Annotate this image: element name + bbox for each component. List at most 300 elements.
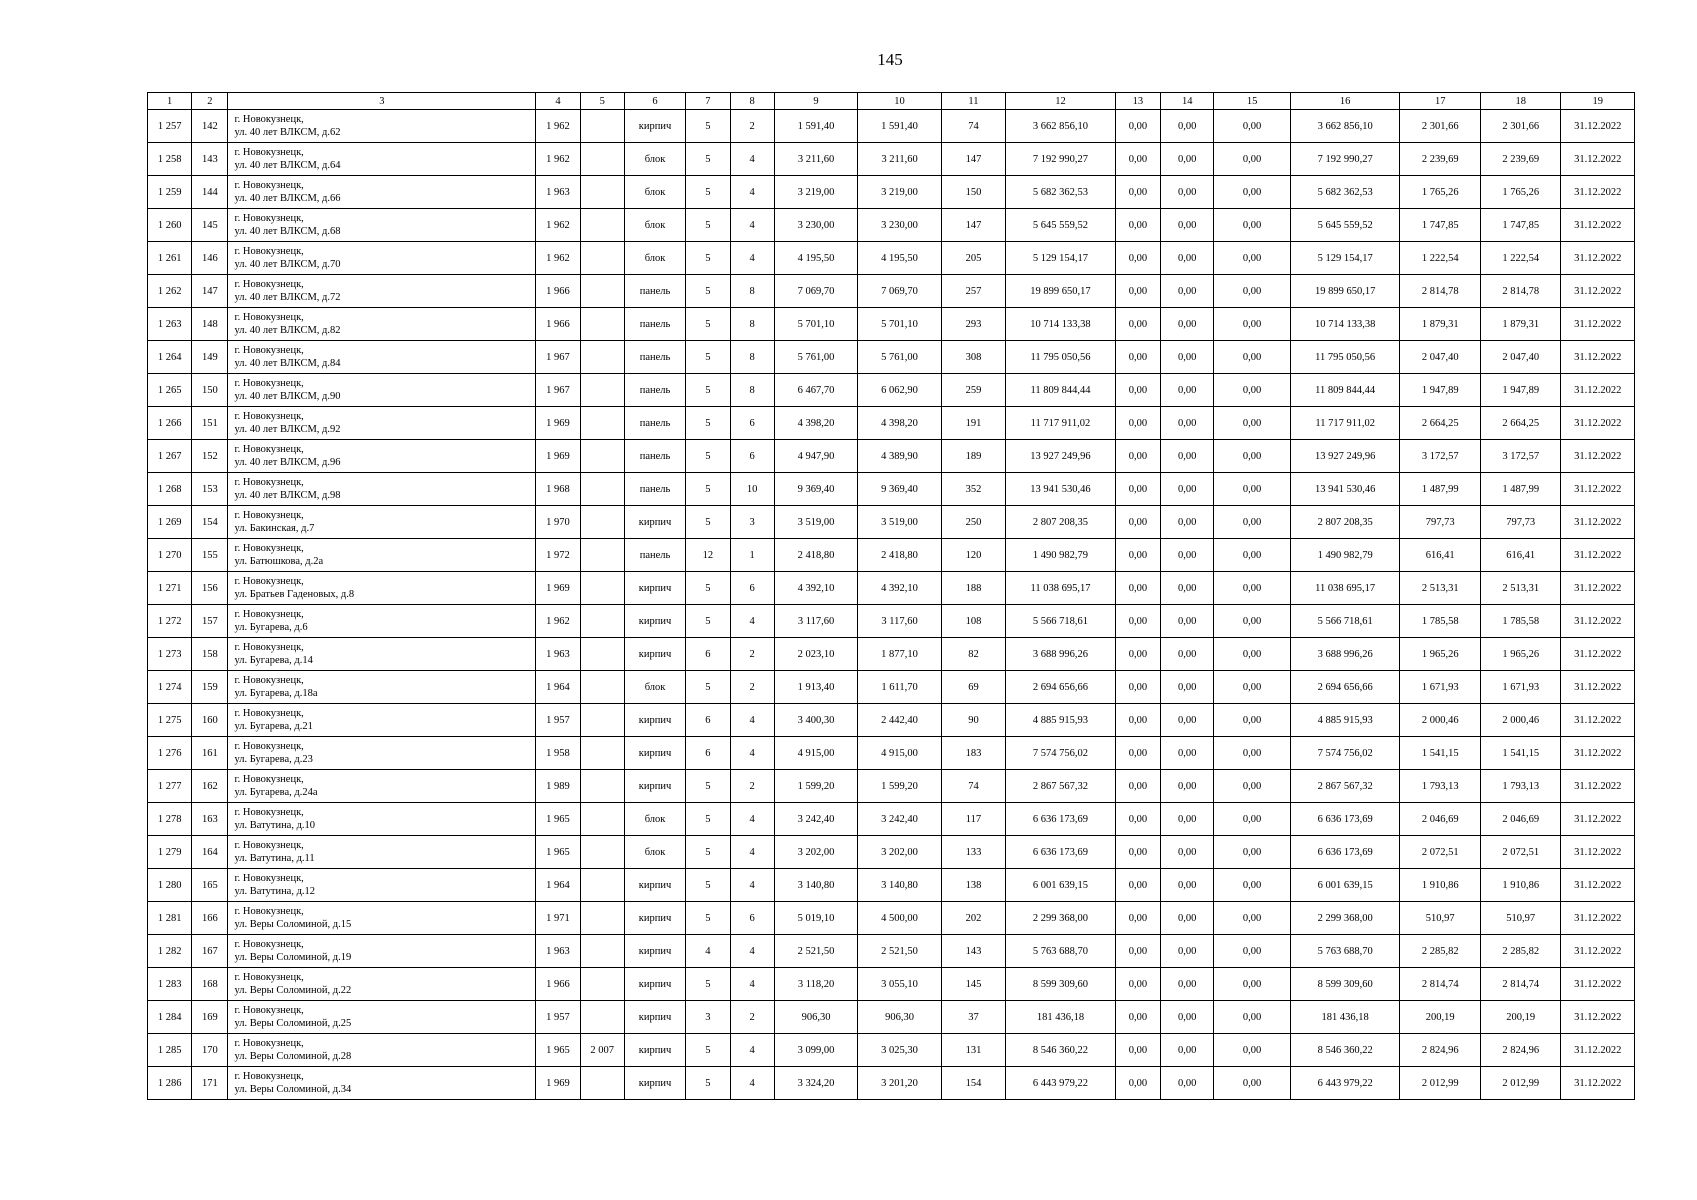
- cell-col-17: 2 012,99: [1400, 1067, 1480, 1100]
- cell-col-4: 1 963: [536, 176, 580, 209]
- cell-col-15: 0,00: [1214, 572, 1290, 605]
- cell-col-4: 1 972: [536, 539, 580, 572]
- cell-col-11: 131: [941, 1034, 1005, 1067]
- cell-col-4: 1 963: [536, 935, 580, 968]
- address-street: ул. Братьев Гаденовых, д.8: [234, 589, 355, 600]
- cell-col-2: 155: [192, 539, 228, 572]
- table-row: [148, 209, 1635, 242]
- cell-address: [228, 1001, 536, 1034]
- cell-col-14: 0,00: [1161, 374, 1214, 407]
- cell-col-10: 1 599,20: [858, 770, 942, 803]
- cell-col-18: 2 824,96: [1480, 1034, 1560, 1067]
- cell-col-2: 157: [192, 605, 228, 638]
- column-header-6: 6: [624, 93, 685, 110]
- cell-col-11: 117: [941, 803, 1005, 836]
- cell-col-19: 31.12.2022: [1561, 374, 1635, 407]
- cell-col-18: 1 747,85: [1480, 209, 1560, 242]
- cell-col-12: 11 795 050,56: [1006, 341, 1116, 374]
- cell-col-14: 0,00: [1161, 407, 1214, 440]
- cell-col-1: 1 284: [148, 1001, 192, 1034]
- cell-col-11: 74: [941, 110, 1005, 143]
- address-city: г. Новокузнецк,: [234, 444, 304, 455]
- cell-col-12: 13 941 530,46: [1006, 473, 1116, 506]
- address-street: ул. 40 лет ВЛКСМ, д.62: [234, 127, 341, 138]
- cell-col-17: 1 747,85: [1400, 209, 1480, 242]
- cell-col-7: 5: [686, 242, 730, 275]
- cell-col-2: 160: [192, 704, 228, 737]
- cell-address: [228, 737, 536, 770]
- cell-col-15: 0,00: [1214, 836, 1290, 869]
- cell-col-15: 0,00: [1214, 176, 1290, 209]
- column-header-5: 5: [580, 93, 624, 110]
- cell-col-19: 31.12.2022: [1561, 209, 1635, 242]
- cell-col-6: панель: [624, 539, 685, 572]
- column-header-14: 14: [1161, 93, 1214, 110]
- cell-col-12: 5 645 559,52: [1006, 209, 1116, 242]
- cell-address: [228, 143, 536, 176]
- cell-col-7: 5: [686, 770, 730, 803]
- cell-col-16: 8 599 309,60: [1290, 968, 1400, 1001]
- cell-col-15: 0,00: [1214, 605, 1290, 638]
- cell-col-17: 1 910,86: [1400, 869, 1480, 902]
- address-city: г. Новокузнецк,: [234, 180, 304, 191]
- column-header-9: 9: [774, 93, 858, 110]
- cell-col-9: 906,30: [774, 1001, 858, 1034]
- cell-col-1: 1 286: [148, 1067, 192, 1100]
- cell-col-1: 1 275: [148, 704, 192, 737]
- cell-col-14: 0,00: [1161, 704, 1214, 737]
- address-city: г. Новокузнецк,: [234, 741, 304, 752]
- column-header-1: 1: [148, 93, 192, 110]
- cell-col-7: 5: [686, 803, 730, 836]
- cell-col-16: 7 192 990,27: [1290, 143, 1400, 176]
- table-row: [148, 869, 1635, 902]
- cell-address: [228, 407, 536, 440]
- cell-col-15: 0,00: [1214, 110, 1290, 143]
- cell-col-2: 170: [192, 1034, 228, 1067]
- address-city: г. Новокузнецк,: [234, 1038, 304, 1049]
- cell-col-18: 2 664,25: [1480, 407, 1560, 440]
- cell-col-14: 0,00: [1161, 440, 1214, 473]
- cell-address: [228, 902, 536, 935]
- cell-col-5: [580, 1067, 624, 1100]
- cell-col-8: 4: [730, 935, 774, 968]
- cell-col-13: 0,00: [1115, 473, 1160, 506]
- cell-col-8: 4: [730, 869, 774, 902]
- cell-col-16: 2 867 567,32: [1290, 770, 1400, 803]
- cell-address: [228, 242, 536, 275]
- cell-col-16: 6 001 639,15: [1290, 869, 1400, 902]
- cell-col-6: кирпич: [624, 968, 685, 1001]
- cell-col-1: 1 257: [148, 110, 192, 143]
- cell-col-2: 143: [192, 143, 228, 176]
- cell-col-9: 7 069,70: [774, 275, 858, 308]
- cell-col-14: 0,00: [1161, 836, 1214, 869]
- cell-col-15: 0,00: [1214, 341, 1290, 374]
- column-header-11: 11: [941, 93, 1005, 110]
- cell-col-4: 1 966: [536, 968, 580, 1001]
- cell-col-19: 31.12.2022: [1561, 572, 1635, 605]
- cell-col-14: 0,00: [1161, 242, 1214, 275]
- address-city: г. Новокузнецк,: [234, 411, 304, 422]
- cell-col-10: 3 117,60: [858, 605, 942, 638]
- cell-col-9: 6 467,70: [774, 374, 858, 407]
- address-street: ул. Бугарева, д.14: [234, 655, 313, 666]
- cell-col-18: 510,97: [1480, 902, 1560, 935]
- cell-col-2: 168: [192, 968, 228, 1001]
- address-street: ул. Бугарева, д.24а: [234, 787, 318, 798]
- cell-col-9: 3 219,00: [774, 176, 858, 209]
- cell-col-13: 0,00: [1115, 176, 1160, 209]
- cell-col-14: 0,00: [1161, 968, 1214, 1001]
- cell-col-6: панель: [624, 407, 685, 440]
- cell-address: [228, 209, 536, 242]
- cell-col-15: 0,00: [1214, 968, 1290, 1001]
- cell-col-1: 1 262: [148, 275, 192, 308]
- cell-col-5: [580, 143, 624, 176]
- cell-col-13: 0,00: [1115, 110, 1160, 143]
- cell-col-10: 4 389,90: [858, 440, 942, 473]
- table-row: [148, 671, 1635, 704]
- cell-col-13: 0,00: [1115, 275, 1160, 308]
- cell-col-19: 31.12.2022: [1561, 1001, 1635, 1034]
- cell-col-1: 1 276: [148, 737, 192, 770]
- cell-col-6: кирпич: [624, 605, 685, 638]
- cell-col-9: 4 915,00: [774, 737, 858, 770]
- cell-col-15: 0,00: [1214, 638, 1290, 671]
- cell-col-7: 5: [686, 440, 730, 473]
- cell-col-7: 5: [686, 308, 730, 341]
- table-row: [148, 539, 1635, 572]
- cell-col-15: 0,00: [1214, 770, 1290, 803]
- cell-col-8: 2: [730, 1001, 774, 1034]
- cell-col-9: 1 599,20: [774, 770, 858, 803]
- cell-col-11: 205: [941, 242, 1005, 275]
- address-street: ул. Бугарева, д.21: [234, 721, 313, 732]
- cell-col-12: 11 809 844,44: [1006, 374, 1116, 407]
- cell-col-1: 1 285: [148, 1034, 192, 1067]
- cell-col-8: 6: [730, 902, 774, 935]
- cell-col-17: 1 785,58: [1400, 605, 1480, 638]
- cell-address: [228, 110, 536, 143]
- address-street: ул. 40 лет ВЛКСМ, д.70: [234, 259, 341, 270]
- cell-col-16: 3 688 996,26: [1290, 638, 1400, 671]
- cell-col-4: 1 969: [536, 572, 580, 605]
- cell-col-7: 6: [686, 638, 730, 671]
- cell-col-8: 6: [730, 440, 774, 473]
- cell-col-16: 5 645 559,52: [1290, 209, 1400, 242]
- cell-col-11: 257: [941, 275, 1005, 308]
- cell-col-4: 1 958: [536, 737, 580, 770]
- cell-col-16: 11 038 695,17: [1290, 572, 1400, 605]
- cell-col-19: 31.12.2022: [1561, 704, 1635, 737]
- cell-col-5: [580, 407, 624, 440]
- cell-col-16: 19 899 650,17: [1290, 275, 1400, 308]
- cell-col-11: 82: [941, 638, 1005, 671]
- cell-col-18: 616,41: [1480, 539, 1560, 572]
- cell-col-5: [580, 539, 624, 572]
- table-body: [148, 110, 1635, 1100]
- cell-col-15: 0,00: [1214, 902, 1290, 935]
- cell-col-8: 4: [730, 242, 774, 275]
- cell-col-17: 2 047,40: [1400, 341, 1480, 374]
- cell-col-11: 250: [941, 506, 1005, 539]
- cell-col-17: 1 541,15: [1400, 737, 1480, 770]
- cell-col-15: 0,00: [1214, 935, 1290, 968]
- cell-col-10: 4 392,10: [858, 572, 942, 605]
- cell-col-17: 2 664,25: [1400, 407, 1480, 440]
- cell-col-18: 3 172,57: [1480, 440, 1560, 473]
- cell-col-7: 5: [686, 1067, 730, 1100]
- address-city: г. Новокузнецк,: [234, 708, 304, 719]
- cell-col-19: 31.12.2022: [1561, 341, 1635, 374]
- cell-col-16: 5 682 362,53: [1290, 176, 1400, 209]
- cell-address: [228, 440, 536, 473]
- cell-col-10: 3 230,00: [858, 209, 942, 242]
- cell-col-13: 0,00: [1115, 440, 1160, 473]
- cell-col-6: панель: [624, 341, 685, 374]
- cell-col-19: 31.12.2022: [1561, 473, 1635, 506]
- cell-col-9: 2 521,50: [774, 935, 858, 968]
- cell-col-2: 149: [192, 341, 228, 374]
- cell-col-18: 1 765,26: [1480, 176, 1560, 209]
- cell-col-17: 2 814,74: [1400, 968, 1480, 1001]
- cell-col-1: 1 280: [148, 869, 192, 902]
- address-city: г. Новокузнецк,: [234, 609, 304, 620]
- cell-address: [228, 836, 536, 869]
- cell-col-16: 4 885 915,93: [1290, 704, 1400, 737]
- cell-col-17: 2 072,51: [1400, 836, 1480, 869]
- cell-col-17: 1 793,13: [1400, 770, 1480, 803]
- cell-col-16: 11 795 050,56: [1290, 341, 1400, 374]
- cell-col-13: 0,00: [1115, 836, 1160, 869]
- cell-col-2: 163: [192, 803, 228, 836]
- cell-col-2: 148: [192, 308, 228, 341]
- address-street: ул. 40 лет ВЛКСМ, д.84: [234, 358, 341, 369]
- cell-col-18: 2 012,99: [1480, 1067, 1560, 1100]
- cell-col-14: 0,00: [1161, 1067, 1214, 1100]
- cell-col-10: 3 202,00: [858, 836, 942, 869]
- cell-col-12: 3 688 996,26: [1006, 638, 1116, 671]
- cell-col-16: 2 299 368,00: [1290, 902, 1400, 935]
- cell-col-1: 1 270: [148, 539, 192, 572]
- address-street: ул. 40 лет ВЛКСМ, д.82: [234, 325, 341, 336]
- address-street: ул. Бугарева, д.18а: [234, 688, 318, 699]
- table-row: [148, 506, 1635, 539]
- cell-col-4: 1 967: [536, 341, 580, 374]
- cell-col-12: 6 636 173,69: [1006, 836, 1116, 869]
- cell-col-12: 5 682 362,53: [1006, 176, 1116, 209]
- cell-col-4: 1 965: [536, 803, 580, 836]
- cell-col-8: 3: [730, 506, 774, 539]
- cell-col-16: 7 574 756,02: [1290, 737, 1400, 770]
- cell-col-12: 2 807 208,35: [1006, 506, 1116, 539]
- cell-col-14: 0,00: [1161, 473, 1214, 506]
- cell-col-9: 9 369,40: [774, 473, 858, 506]
- cell-col-5: [580, 638, 624, 671]
- table-row: [148, 737, 1635, 770]
- address-city: г. Новокузнецк,: [234, 972, 304, 983]
- cell-col-7: 5: [686, 671, 730, 704]
- cell-col-19: 31.12.2022: [1561, 1067, 1635, 1100]
- address-street: ул. Веры Соломиной, д.22: [234, 985, 352, 996]
- cell-col-9: 3 099,00: [774, 1034, 858, 1067]
- cell-col-10: 4 195,50: [858, 242, 942, 275]
- address-city: г. Новокузнецк,: [234, 477, 304, 488]
- cell-col-5: [580, 605, 624, 638]
- cell-col-19: 31.12.2022: [1561, 770, 1635, 803]
- cell-col-18: 2 513,31: [1480, 572, 1560, 605]
- cell-col-5: [580, 869, 624, 902]
- cell-col-15: 0,00: [1214, 440, 1290, 473]
- address-street: ул. 40 лет ВЛКСМ, д.90: [234, 391, 341, 402]
- cell-col-1: 1 261: [148, 242, 192, 275]
- address-street: ул. 40 лет ВЛКСМ, д.72: [234, 292, 341, 303]
- cell-col-9: 3 140,80: [774, 869, 858, 902]
- table-row: [148, 935, 1635, 968]
- cell-col-12: 3 662 856,10: [1006, 110, 1116, 143]
- address-city: г. Новокузнецк,: [234, 1071, 304, 1082]
- table-row: [148, 407, 1635, 440]
- cell-col-12: 181 436,18: [1006, 1001, 1116, 1034]
- cell-col-17: 2 000,46: [1400, 704, 1480, 737]
- address-street: ул. 40 лет ВЛКСМ, д.66: [234, 193, 341, 204]
- cell-col-7: 5: [686, 572, 730, 605]
- cell-col-5: [580, 572, 624, 605]
- cell-col-14: 0,00: [1161, 341, 1214, 374]
- cell-col-1: 1 265: [148, 374, 192, 407]
- cell-col-13: 0,00: [1115, 770, 1160, 803]
- cell-col-2: 164: [192, 836, 228, 869]
- cell-col-8: 2: [730, 110, 774, 143]
- cell-col-17: 2 301,66: [1400, 110, 1480, 143]
- cell-col-11: 154: [941, 1067, 1005, 1100]
- cell-col-17: 200,19: [1400, 1001, 1480, 1034]
- cell-col-18: 1 541,15: [1480, 737, 1560, 770]
- cell-col-18: 1 487,99: [1480, 473, 1560, 506]
- cell-col-13: 0,00: [1115, 242, 1160, 275]
- cell-col-2: 151: [192, 407, 228, 440]
- cell-col-12: 19 899 650,17: [1006, 275, 1116, 308]
- cell-col-8: 8: [730, 341, 774, 374]
- cell-col-12: 10 714 133,38: [1006, 308, 1116, 341]
- cell-col-6: панель: [624, 440, 685, 473]
- cell-col-7: 5: [686, 605, 730, 638]
- cell-col-14: 0,00: [1161, 671, 1214, 704]
- cell-col-10: 4 500,00: [858, 902, 942, 935]
- address-street: ул. Ватутина, д.10: [234, 820, 316, 831]
- cell-col-11: 37: [941, 1001, 1005, 1034]
- cell-col-18: 1 222,54: [1480, 242, 1560, 275]
- cell-col-6: кирпич: [624, 506, 685, 539]
- cell-col-9: 3 242,40: [774, 803, 858, 836]
- cell-col-8: 4: [730, 968, 774, 1001]
- address-city: г. Новокузнецк,: [234, 378, 304, 389]
- cell-col-4: 1 962: [536, 209, 580, 242]
- cell-col-17: 3 172,57: [1400, 440, 1480, 473]
- cell-col-9: 3 118,20: [774, 968, 858, 1001]
- cell-col-2: 158: [192, 638, 228, 671]
- address-city: г. Новокузнецк,: [234, 114, 304, 125]
- cell-col-13: 0,00: [1115, 968, 1160, 1001]
- housing-registry-table: [147, 92, 1635, 1100]
- cell-address: [228, 1034, 536, 1067]
- cell-col-15: 0,00: [1214, 671, 1290, 704]
- cell-col-8: 2: [730, 638, 774, 671]
- cell-col-11: 293: [941, 308, 1005, 341]
- cell-col-12: 4 885 915,93: [1006, 704, 1116, 737]
- cell-col-5: [580, 110, 624, 143]
- cell-col-14: 0,00: [1161, 770, 1214, 803]
- cell-col-11: 145: [941, 968, 1005, 1001]
- cell-col-16: 11 809 844,44: [1290, 374, 1400, 407]
- column-header-7: 7: [686, 93, 730, 110]
- cell-address: [228, 1067, 536, 1100]
- cell-col-4: 1 963: [536, 638, 580, 671]
- cell-col-9: 3 519,00: [774, 506, 858, 539]
- cell-col-4: 1 962: [536, 110, 580, 143]
- address-street: ул. Веры Соломиной, д.15: [234, 919, 352, 930]
- cell-col-19: 31.12.2022: [1561, 308, 1635, 341]
- cell-col-19: 31.12.2022: [1561, 935, 1635, 968]
- cell-col-12: 2 299 368,00: [1006, 902, 1116, 935]
- cell-col-19: 31.12.2022: [1561, 242, 1635, 275]
- cell-col-10: 2 521,50: [858, 935, 942, 968]
- cell-col-12: 6 636 173,69: [1006, 803, 1116, 836]
- cell-col-8: 8: [730, 308, 774, 341]
- cell-col-18: 797,73: [1480, 506, 1560, 539]
- table-row: [148, 242, 1635, 275]
- column-header-3: 3: [228, 93, 536, 110]
- cell-col-6: кирпич: [624, 737, 685, 770]
- cell-col-4: 1 962: [536, 605, 580, 638]
- cell-col-11: 202: [941, 902, 1005, 935]
- cell-col-15: 0,00: [1214, 1034, 1290, 1067]
- cell-col-11: 191: [941, 407, 1005, 440]
- cell-col-18: 2 239,69: [1480, 143, 1560, 176]
- cell-address: [228, 704, 536, 737]
- cell-col-19: 31.12.2022: [1561, 440, 1635, 473]
- cell-address: [228, 473, 536, 506]
- cell-col-7: 5: [686, 143, 730, 176]
- cell-col-17: 616,41: [1400, 539, 1480, 572]
- address-city: г. Новокузнецк,: [234, 774, 304, 785]
- cell-col-17: 2 824,96: [1400, 1034, 1480, 1067]
- cell-col-10: 4 398,20: [858, 407, 942, 440]
- cell-col-7: 5: [686, 506, 730, 539]
- cell-col-5: [580, 770, 624, 803]
- cell-col-6: блок: [624, 671, 685, 704]
- cell-col-7: 5: [686, 209, 730, 242]
- address-city: г. Новокузнецк,: [234, 213, 304, 224]
- cell-col-14: 0,00: [1161, 110, 1214, 143]
- cell-col-11: 90: [941, 704, 1005, 737]
- cell-col-7: 5: [686, 275, 730, 308]
- cell-col-8: 4: [730, 1034, 774, 1067]
- cell-col-2: 144: [192, 176, 228, 209]
- cell-col-9: 5 761,00: [774, 341, 858, 374]
- cell-col-13: 0,00: [1115, 737, 1160, 770]
- cell-col-13: 0,00: [1115, 539, 1160, 572]
- table-row: [148, 572, 1635, 605]
- cell-col-11: 183: [941, 737, 1005, 770]
- table-row: [148, 440, 1635, 473]
- cell-address: [228, 869, 536, 902]
- cell-col-14: 0,00: [1161, 1001, 1214, 1034]
- table-row: [148, 308, 1635, 341]
- address-street: ул. 40 лет ВЛКСМ, д.98: [234, 490, 341, 501]
- address-city: г. Новокузнецк,: [234, 576, 304, 587]
